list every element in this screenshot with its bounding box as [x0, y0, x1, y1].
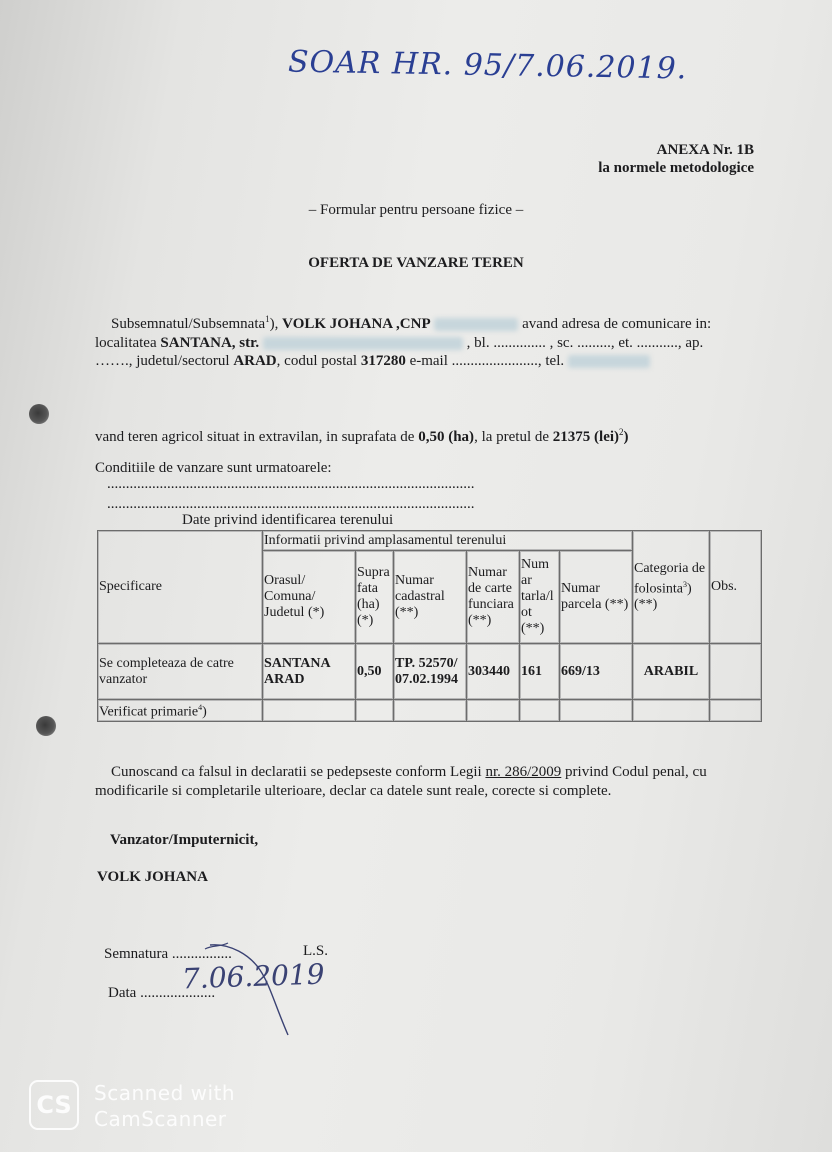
land-price: 21375 (lei)	[552, 429, 620, 445]
header-land-book: Numar de carte funciara (**)	[467, 551, 520, 644]
date-label: Data ....................	[108, 985, 216, 1001]
intro-text-6: e-mail ......................., tel.	[405, 353, 565, 369]
punch-hole	[36, 716, 56, 736]
cell-category: ARABIL	[633, 644, 710, 700]
conditions-line: ..................................................................................................	[107, 496, 475, 512]
land-text-2: , la pretul de	[474, 429, 553, 445]
empty-cell	[467, 700, 520, 722]
cell-parcel: 669/13	[560, 644, 633, 700]
watermark-line-1: Scanned with	[94, 1081, 236, 1105]
falsity-text-1: Cunoscand ca falsul in declaratii se pedepseste conform Legii	[111, 764, 486, 780]
falsity-text-2: privind Codul penal, cu modificarile si completarile ulterioare, declar ca datele sunt reale, corecte si complete.	[95, 764, 707, 799]
empty-cell	[356, 700, 394, 722]
empty-cell	[560, 700, 633, 722]
locality: SANTANA, str.	[160, 334, 260, 351]
cell-land-book: 303440	[467, 644, 520, 700]
land-identification-table	[97, 530, 762, 722]
footnote-ref: 1	[265, 314, 270, 324]
row-verified-label	[98, 700, 263, 722]
seller-name: VOLK JOHANA	[97, 869, 208, 885]
annex-number: ANEXA Nr. 1B	[656, 142, 754, 158]
camscanner-logo: CS	[29, 1080, 79, 1130]
header-specificare: Specificare	[98, 531, 263, 644]
table-caption: Date privind identificarea terenului	[182, 512, 394, 528]
intro-text-1: Subsemnatul/Subsemnata	[111, 316, 266, 332]
header-parcel: Numar parcela (**)	[560, 551, 633, 644]
header-area: Supra fata (ha) (*)	[356, 551, 394, 644]
row-seller-label: Se completeaza de catre vanzator	[98, 644, 263, 700]
empty-cell	[394, 700, 467, 722]
watermark-line-2: CamScanner	[94, 1107, 227, 1131]
header-cadastral: Numar cadastral (**)	[394, 551, 467, 644]
land-text-1: vand teren agricol situat in extravilan, in suprafata de	[95, 429, 419, 445]
row-verified-tail: )	[202, 704, 207, 720]
intro-paragraph	[95, 310, 735, 371]
header-city: Orasul/ Comuna/ Judetul (*)	[263, 551, 356, 644]
punch-hole	[29, 404, 49, 424]
county: ARAD	[233, 353, 277, 369]
seller-name-cnp: VOLK JOHANA ,CNP	[282, 316, 431, 332]
cell-area: 0,50	[356, 644, 394, 700]
footnote-ref: 2	[619, 427, 624, 437]
law-reference: nr. 286/2009	[485, 764, 562, 780]
cell-city: SANTANA ARAD	[263, 644, 356, 700]
footnote-ref: 4	[198, 703, 203, 712]
header-category-text: Categoria de folosinta	[634, 560, 706, 597]
postal-code: 317280	[360, 353, 406, 369]
empty-cell	[263, 700, 356, 722]
land-text-3: )	[623, 429, 629, 445]
redacted-street	[263, 337, 463, 350]
land-area: 0,50 (ha)	[418, 429, 475, 445]
intro-text-2: ),	[269, 316, 283, 332]
annex-subtitle: la normele metodologice	[598, 160, 754, 176]
empty-cell	[520, 700, 560, 722]
intro-text-3: avand adresa de comunicare in: localitatea	[95, 316, 712, 351]
handwritten-registration-number: SOAR HR. 95/7.06.2019.	[287, 44, 688, 87]
intro-text-4: , bl. .............. , sc. ........., et. ..........., ap. ……., judetul/sectorul	[95, 334, 704, 369]
redacted-phone	[568, 355, 650, 368]
redacted-cnp	[434, 318, 518, 331]
cell-obs	[710, 644, 762, 700]
conditions-label: Conditiile de vanzare sunt urmatoarele:	[95, 460, 332, 476]
cell-tarla: 161	[520, 644, 560, 700]
conditions-line: ..................................................................................................	[107, 476, 475, 492]
falsity-declaration	[95, 763, 735, 800]
land-offer-statement	[95, 423, 735, 447]
camscanner-watermark	[94, 1080, 235, 1132]
header-tarla: Num ar tarla/l ot (**)	[520, 551, 560, 644]
footnote-ref: 3	[683, 579, 687, 589]
header-location-group: Informatii privind amplasamentul terenului	[263, 531, 633, 551]
document-title: OFERTA DE VANZARE TEREN	[308, 255, 524, 271]
header-category	[633, 531, 710, 644]
header-obs: Obs.	[710, 531, 762, 644]
empty-cell	[633, 700, 710, 722]
signature-label: Semnatura ................	[104, 946, 232, 962]
seller-role: Vanzator/Imputernicit,	[110, 832, 259, 848]
row-verified-text: Verificat primarie	[99, 704, 199, 720]
ls-mark: L.S.	[303, 943, 329, 959]
intro-text-5: , codul postal	[276, 353, 361, 369]
form-type: – Formular pentru persoane fizice –	[308, 202, 524, 218]
cell-cadastral: TP. 52570/ 07.02.1994	[394, 644, 467, 700]
handwritten-date: 7.06.2019	[181, 957, 326, 996]
empty-cell	[710, 700, 762, 722]
header-category-tail: ) (**)	[634, 581, 692, 613]
